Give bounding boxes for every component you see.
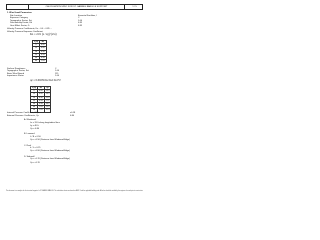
roughness-label: Importance Factor	[7, 75, 24, 78]
roughness-label: Surface Roughness	[7, 68, 26, 70]
param-value: C	[78, 17, 80, 20]
case-line: Ly = 40 ft	[30, 124, 39, 127]
case-line: L / B = 0.50	[30, 136, 41, 138]
velocity-pressure-subtitle: Velocity Pressure Exposure Coefficient	[7, 30, 43, 33]
qz-table-cell: 0.94	[39, 99, 43, 102]
kz-table-cell: 0	[33, 44, 40, 47]
case-line: h / L = 0.25	[30, 147, 41, 150]
param-label: Site Location	[10, 15, 23, 17]
roughness-value: 1.00	[55, 75, 60, 78]
case-title: D. Sidewall	[24, 155, 35, 158]
kz-table	[32, 40, 47, 63]
qz-table-cell: 20	[31, 96, 38, 99]
qz-table	[30, 86, 51, 113]
kz-table-cell: 0.98	[41, 57, 45, 60]
kz-formula: Kz = 2.01 (z / zg)^(2/α)	[30, 33, 57, 36]
qz-formula: qz = 0.00256 Kz Kzt Kd V²	[30, 79, 62, 82]
qz-table-cell: 24.5	[45, 93, 50, 96]
qz-table-cell: 28.2	[45, 103, 50, 106]
kz-table-cell: 0.85	[41, 44, 45, 47]
param-label: Directionality Factor, Kd	[10, 22, 32, 25]
section-title: 1. Wind Load Parameters	[7, 12, 32, 14]
case-line: Cp = -0.50 (Distance from Windward Edge)	[30, 139, 70, 142]
case-line: Lx = 20 ft along longitudinal face	[30, 121, 60, 124]
kz-table-cell: 0.85	[41, 47, 45, 50]
case-title: A. Windward	[24, 119, 36, 121]
kz-table-cell: 30	[33, 57, 40, 60]
qz-table-cell: 0.90	[39, 96, 43, 99]
qz-table-cell: 31.4	[45, 109, 50, 112]
kz-table-header-cell: Kz	[40, 41, 47, 44]
qz-table-cell: 50	[31, 109, 38, 112]
kz-table-header-cell: z (ft)	[34, 41, 38, 43]
qz-table-cell: 15	[31, 93, 38, 96]
param-label: Gust Effect Factor, G	[10, 24, 30, 27]
qz-table-cell: 0.85	[39, 90, 43, 93]
param-label: Topographic Factor, Kzt	[10, 19, 32, 22]
case-title: B. Leeward	[24, 133, 35, 136]
qz-table-cell: 25	[31, 99, 38, 102]
roughness-value: 115	[55, 72, 59, 75]
roughness-value: C	[55, 68, 57, 70]
internal-pressure-value: ±0.18	[70, 112, 76, 114]
qz-table-header-cell: qz	[44, 87, 51, 90]
internal-pressure-label: Internal Pressure Coefficient, GCpi	[7, 112, 40, 114]
header-title: CALCULATION SPEC FOR ST. GAMBLE BANG LE SUPPORT	[29, 5, 125, 9]
kz-table-cell: 15	[33, 47, 40, 50]
case-line: Cp = -0.70 (Distance from Windward Edge)	[30, 158, 70, 161]
qz-table-cell: 30	[31, 103, 38, 106]
kz-table-cell: 0.90	[41, 50, 45, 53]
velocity-pressure-title: Velocity Pressure Coefficients, Kz :: 0.4 :: 0.85 ...	[7, 28, 52, 30]
external-pressure-value: 0.80	[70, 115, 75, 117]
qz-table-cell: 0.85	[39, 93, 43, 96]
document-page	[0, 0, 149, 198]
roughness-label: Basic Wind Speed	[7, 72, 24, 75]
param-value: Essential Facilities, I	[78, 15, 97, 17]
header-page-number: 1 / 5	[132, 6, 137, 8]
case-line: Cp = -0.70	[30, 161, 40, 164]
external-pressure-label: External Pressure Coefficients, Cp	[7, 115, 39, 117]
qz-table-header-cell: z (ft)	[32, 87, 36, 89]
qz-table-cell: 24.5	[45, 90, 50, 93]
kz-table-cell: 0.94	[41, 53, 45, 56]
kz-table-cell: 25	[33, 53, 40, 56]
header-logo-cell	[7, 5, 29, 9]
qz-table-cell: 0	[31, 90, 38, 93]
qz-table-header-cell: Kz	[38, 87, 45, 90]
qz-table-cell: 29.9	[45, 106, 50, 109]
kz-table-cell: 20	[33, 50, 40, 53]
case-line: Cp = -0.90 (Distance from Windward Edge)	[30, 150, 70, 153]
qz-table-cell: 1.04	[39, 106, 43, 109]
qz-table-cell: 25.9	[45, 96, 50, 99]
page-header	[6, 4, 143, 10]
param-value: 1.00	[78, 19, 83, 22]
roughness-label: Topographic Factor, Kzt	[7, 70, 29, 73]
param-label: Exposure Category	[10, 17, 28, 20]
qz-table-cell: 0.98	[39, 103, 43, 106]
case-line: Cp = 0.80	[30, 128, 40, 130]
roughness-value: 1.00	[55, 70, 60, 73]
kz-table-row	[33, 60, 47, 63]
page-footer: This document is an analysis for the structural support of a ST. GAMBLE BANG LE. The calculations herein are based on ASCE 7 and the applicable building code. All values should be verified by the engineer of record prior to construction.	[6, 191, 143, 192]
qz-table-cell: 40	[31, 106, 38, 109]
param-value: 0.85	[78, 22, 83, 25]
qz-table-cell: 1.09	[39, 109, 43, 112]
kz-table-cell: 40	[33, 60, 40, 63]
case-title: C. Roof	[24, 144, 32, 147]
qz-table-cell: 27.1	[45, 99, 50, 102]
kz-table-cell: 1.04	[41, 60, 45, 63]
param-value: 0.85	[78, 24, 83, 27]
